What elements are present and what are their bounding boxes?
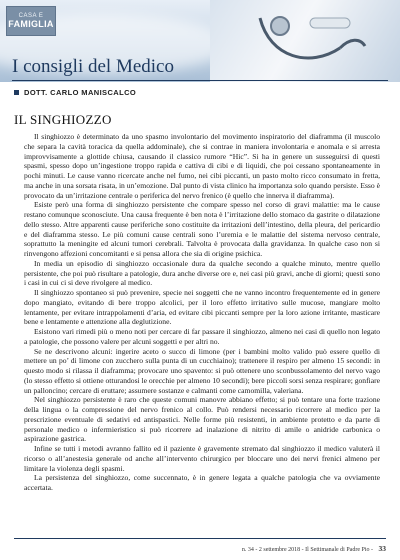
paragraph: Il singhiozzo è determinato da uno spasmo involontario del movimento inspiratorio del diaframma (il muscolo che separa la cavità toracica da quella addominale), che si contrae in maniera involontaria e anomala e si arresta improvvisamente a glottide chiusa, causando il classico rumore “Hic”. Si ha in genere un susseguirsi di questi spasmi, spesso dopo un’ingestione troppo rapida e cattiva di cibi e di liquidi, che poi cessano spontaneamente in pochi minuti. Le cause vanno ricercate anche nel fumo, nei cibi piccanti, un pasto molto ricco consumato in fretta, ma anche in una sorsata risata, in un’emozione. Dal punto di vista clinico ha importanza solo quando persiste. Esso è provocato da un’irritazione centrale o periferica del nervo frenico (è quello che innerva il diaframma).	[24, 132, 380, 200]
rubric-divider	[12, 80, 388, 81]
logo-line-2: FAMIGLIA	[8, 19, 54, 29]
page-number: 33	[378, 544, 386, 553]
paragraph: Se ne descrivono alcuni: ingerire aceto o succo di limone (per i bambini molto valido può essere quello di mettere un po’ di limone con zucchero sulla punta di un cucchiaino); trattenere il respiro per almeno 15 secondi: in questo modo si rilassa il diaframma; provocare uno spavento: si può ottenere uno sconbussolamento del nervo vago (lo stesso effetto si ottiene otturandosi le orecchie per almeno 10 secondi); bere piccoli sorsi senza respirare; gonfiare un palloncino; cercare di eruttare; assumere sostanze e calmanti come camomilla, valeriana.	[24, 346, 381, 395]
paragraph: Il singhiozzo spontaneo si può prevenire, specie nei soggetti che ne vanno incontro frequentemente ed in genere dopo mangiato, evitando di bere troppo alcolici, per il loro effetto irritativo sulle mucose, mangiare molto lentamente, per evitare intrappolamenti d’aria, ed evitare cibi piccanti sempre per la loro azione irritante, masticare bene e lentamente e attenzione alla deglutizione.	[24, 288, 380, 327]
header-banner	[0, 0, 400, 82]
logo-line-1: CASA E	[18, 13, 44, 19]
paragraph: Nel singhiozzo persistente è raro che queste comuni manovre abbiano effetto; si può tentare una forte trazione della lingua o la compressione del nervo frenico al collo. Può rendersi necessario ricorrere al medico per la prescrizione eventuale di sedativi ed antispastici. Nelle forme più resistenti, in ambiente protetto e da parte di personale medico o infermieristico si può ricorrere ad inalazione di nitrito di amile o anidride carbonica o aspirazione gastrica.	[24, 395, 380, 444]
section-rubric: I consigli del Medico	[12, 56, 174, 77]
paragraph: Infine se tutti i metodi avranno fallito ed il paziente è gravemente stremato dal singhiozzo il medico valuterà il ricorso o all’anestesia generale od anche all’intervento chirurgico per bloccare uno dei nervi frenici almeno per limitare la violenza degli spasmi.	[24, 444, 380, 473]
issue-info: n. 34 - 2 settembre 2018 - Il Settimanale di Padre Pio -	[241, 547, 373, 553]
article-body	[24, 132, 380, 493]
paragraph: Esistono vari rimedi più o meno noti per cercare di far passare il singhiozzo, almeno nei casi di quello non legato a patologie, che possono valere per alcuni soggetti e per altri no.	[24, 327, 380, 346]
author-line	[14, 88, 136, 97]
paragraph: Esiste però una forma di singhiozzo persistente che compare spesso nel corso di gravi malattie: ma le cause restano comunque sconosciute. Una causa frequente è ben nota è l’irritazione dello stomaco da gastrite o dilatazione dello stesso. Altre apparenti cause periferiche sono costituite da irritazioni dell’intestino, della pleura, del pericardio e del diaframma stesso. Le più comuni cause centrali sono l’uremia e le malattie del sistema nervoso centrale, soprattutto la meningite ed alcuni tumori cerebrali. Talvolta è provocata dalla gravidanza. In qualche caso non si rinvengono affezioni concomitanti e si pensa allora che sia di origine psichica.	[24, 200, 380, 258]
paragraph: La persistenza del singhiozzo, come succennato, è in genere legata a qualche patologia che va ovviamente accertata.	[24, 473, 380, 492]
magazine-logo	[6, 6, 56, 36]
article-title: IL SINGHIOZZO	[14, 112, 112, 127]
paragraph: In media un episodio di singhiozzo occasionale dura da qualche secondo a qualche minuto, mentre quello persistente, che poi può risultare a patologie, dura anche diverse ore e, nei casi più gravi, anche di giorni; questi sono i casi in cui ci si deve rivolgere al medico.	[24, 258, 380, 288]
page-footer	[14, 538, 386, 553]
author-name: DOTT. CARLO MANISCALCO	[24, 88, 137, 97]
square-bullet-icon	[14, 90, 19, 95]
